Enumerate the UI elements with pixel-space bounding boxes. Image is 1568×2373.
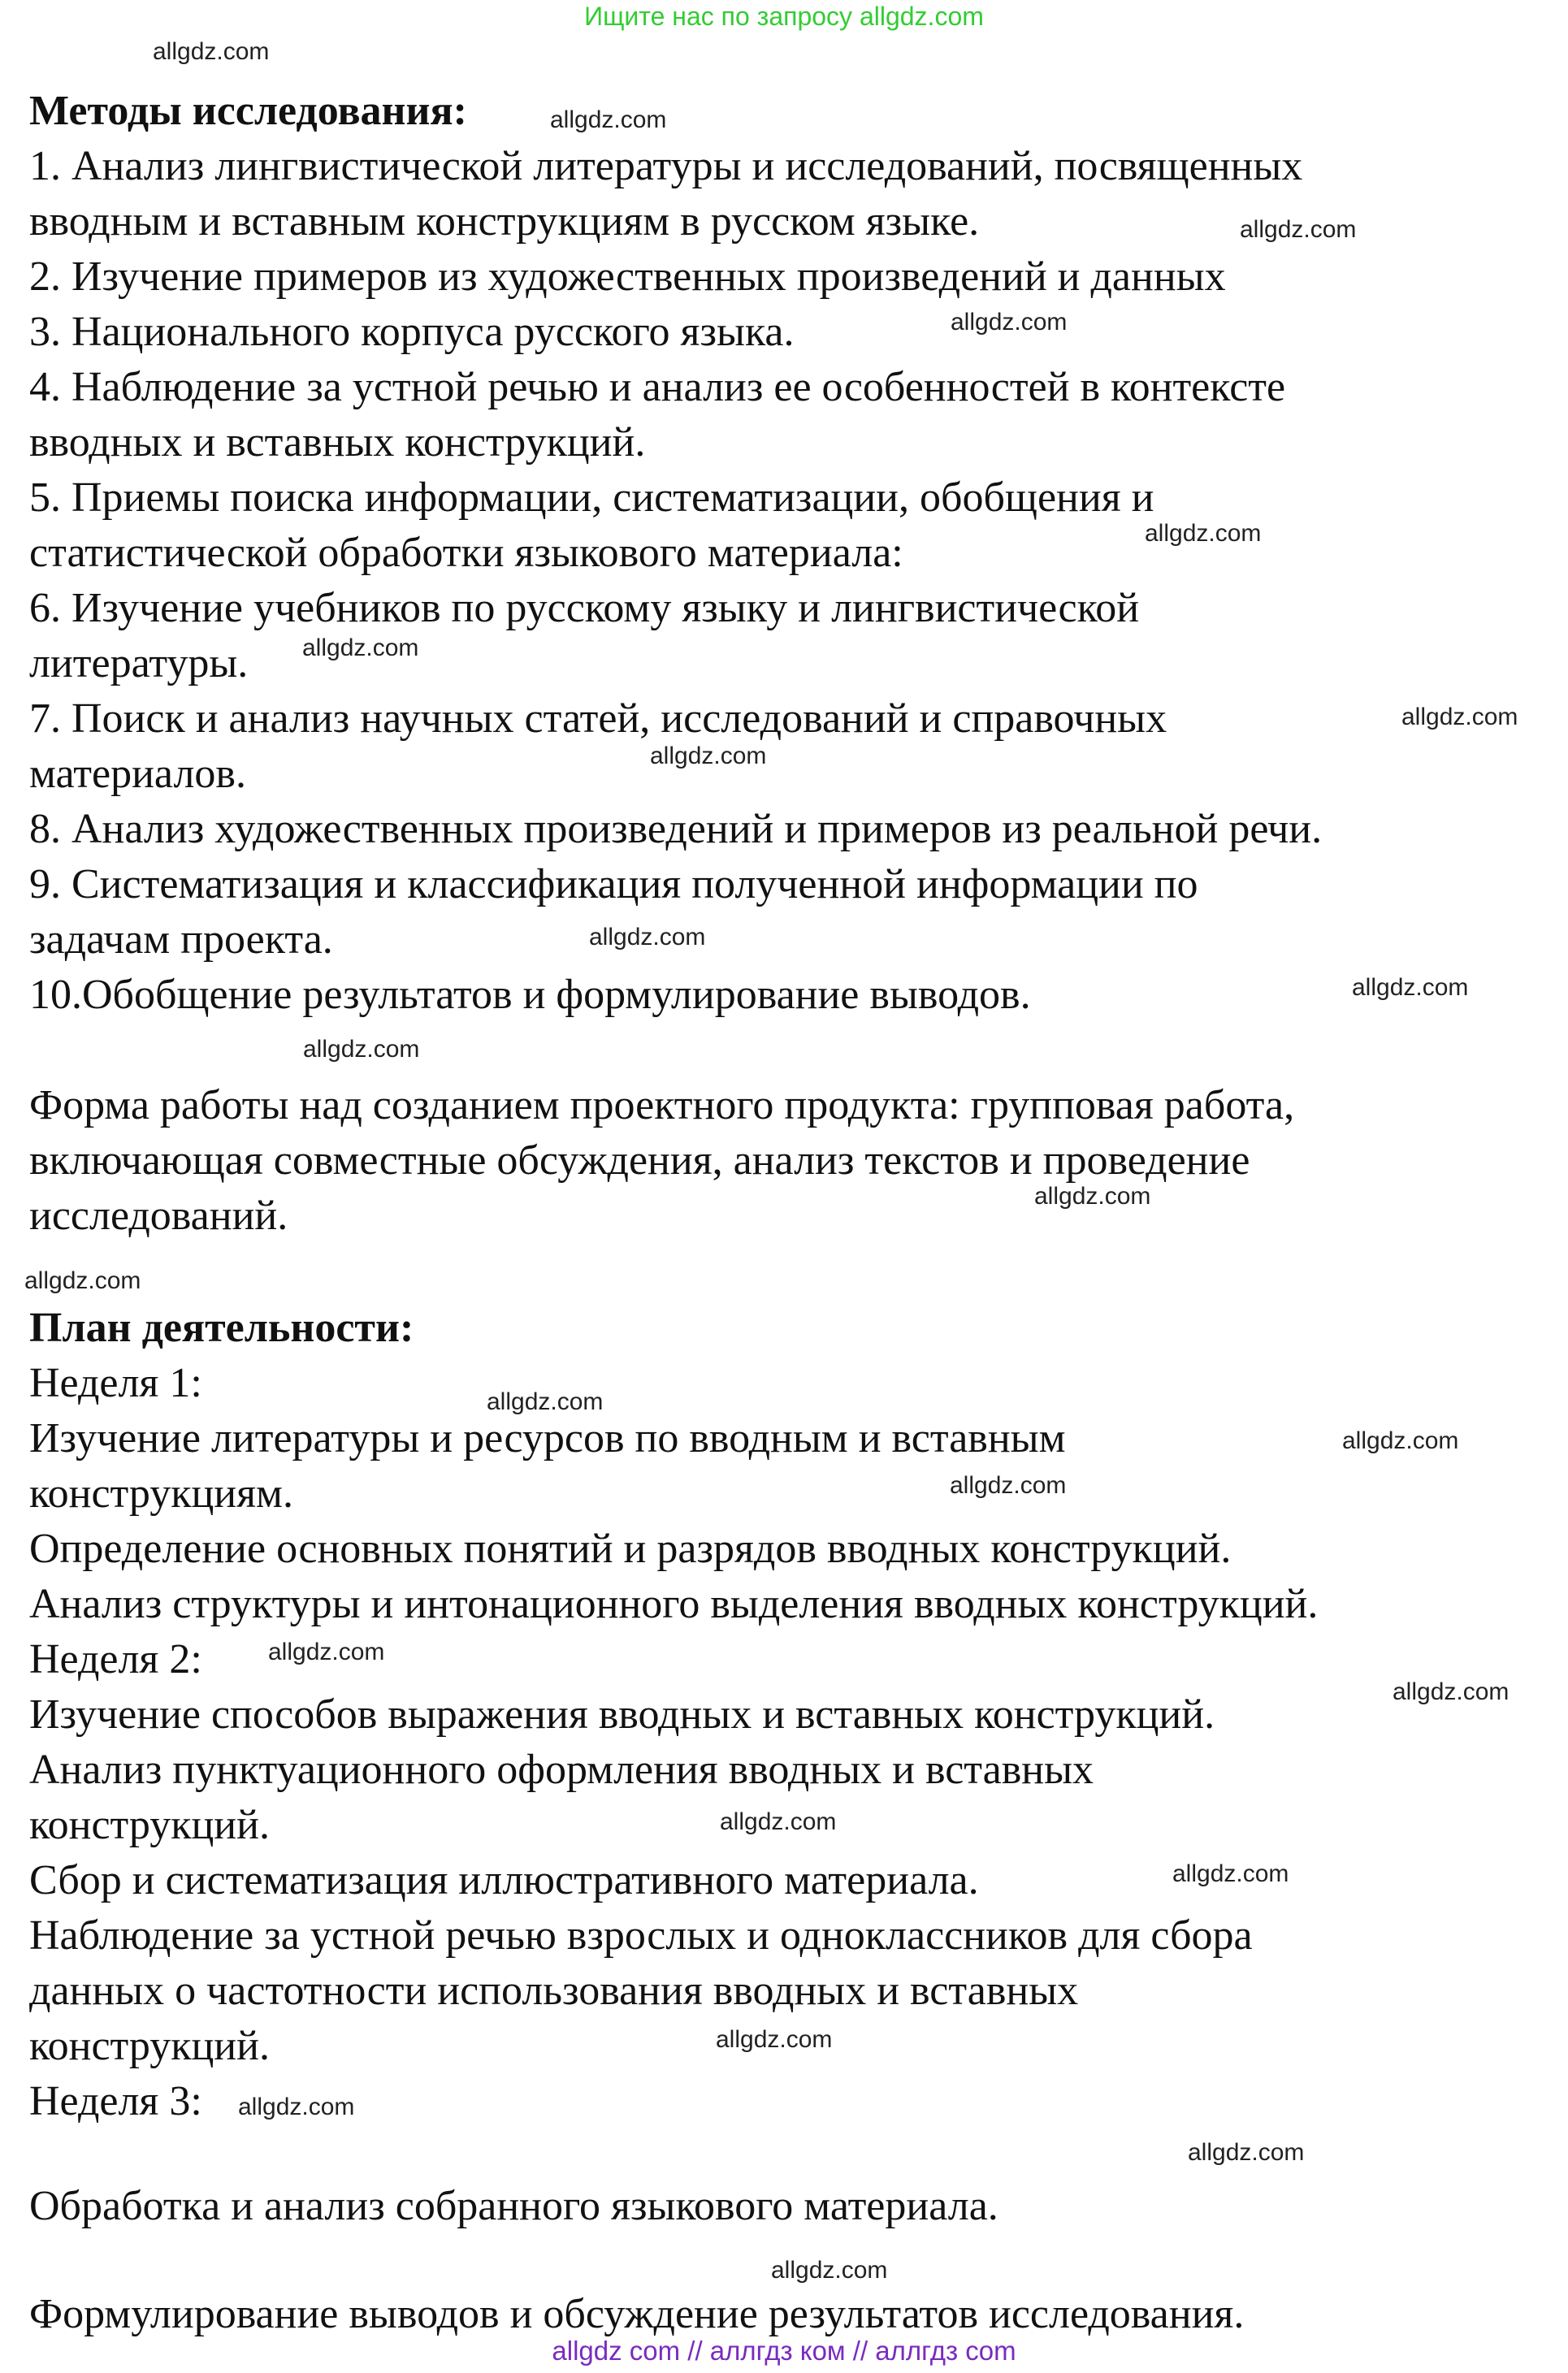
methods-line: статистической обработки языкового материала: (29, 530, 903, 576)
watermark: allgdz.com (1352, 974, 1469, 1001)
watermark: allgdz.com (1188, 2139, 1305, 2166)
watermark: allgdz.com (1034, 1183, 1151, 1210)
methods-line: 4. Наблюдение за устной речью и анализ ее особенностей в контексте (29, 364, 1286, 410)
plan-line: Формулирование выводов и обсуждение результатов исследования. (29, 2291, 1245, 2337)
methods-heading: Методы исследования: (29, 88, 467, 134)
plan-line: Анализ пунктуационного оформления вводных и вставных (29, 1747, 1094, 1793)
watermark: allgdz.com (1342, 1427, 1459, 1454)
methods-line: 9. Систематизация и классификация полученной информации по (29, 861, 1198, 907)
plan-line: Сбор и систематизация иллюстративного материала. (29, 1857, 979, 1903)
watermark: allgdz.com (771, 2257, 888, 2284)
methods-line: 2. Изучение примеров из художественных произведений и данных (29, 253, 1226, 300)
plan-line: Неделя 3: (29, 2078, 202, 2124)
methods-line: задачам проекта. (29, 916, 333, 963)
plan-line: конструкций. (29, 2023, 270, 2069)
watermark: allgdz.com (487, 1388, 604, 1415)
watermark: allgdz.com (720, 1808, 837, 1835)
plan-line: Неделя 1: (29, 1360, 202, 1406)
methods-line: вводным и вставным конструкциям в русском языке. (29, 198, 980, 245)
plan-line: Изучение литературы и ресурсов по вводным и вставным (29, 1415, 1066, 1461)
form-line: включающая совместные обсуждения, анализ текстов и проведение (29, 1137, 1250, 1184)
watermark: allgdz.com (950, 1472, 1067, 1499)
watermark: allgdz.com (1393, 1678, 1510, 1705)
watermark: allgdz.com (1240, 216, 1357, 243)
plan-line: Анализ структуры и интонационного выделения вводных конструкций. (29, 1581, 1319, 1627)
plan-line: Изучение способов выражения вводных и вставных конструкций. (29, 1691, 1215, 1738)
watermark: allgdz.com (302, 634, 419, 661)
methods-line: 3. Национального корпуса русского языка. (29, 309, 795, 355)
watermark: allgdz.com (650, 743, 767, 769)
watermark: allgdz.com (951, 309, 1068, 336)
watermark: allgdz.com (589, 924, 706, 950)
methods-line: литературы. (29, 640, 249, 686)
watermark: allgdz.com (1145, 520, 1262, 547)
methods-line: материалов. (29, 751, 246, 797)
plan-heading: План деятельности: (29, 1305, 414, 1351)
plan-line: конструкций. (29, 1802, 270, 1848)
watermark: allgdz.com (716, 2026, 833, 2053)
watermark: allgdz.com (303, 1036, 420, 1063)
watermark: allgdz.com (238, 2094, 355, 2120)
bottom-watermark-banner: allgdz com // аллгдз ком // аллгдз com (552, 2336, 1016, 2366)
plan-line: Наблюдение за устной речью взрослых и одноклассников для сбора (29, 1912, 1253, 1959)
form-line: исследований. (29, 1193, 288, 1239)
plan-line: Обработка и анализ собранного языкового материала. (29, 2183, 998, 2229)
watermark: allgdz.com (153, 38, 270, 65)
methods-line: вводных и вставных конструкций. (29, 419, 646, 466)
watermark: allgdz.com (24, 1267, 141, 1294)
methods-line: 8. Анализ художественных произведений и примеров из реальной речи. (29, 806, 1323, 852)
top-search-banner: Ищите нас по запросу allgdz.com (584, 2, 984, 31)
watermark: allgdz.com (1172, 1860, 1289, 1887)
form-line: Форма работы над созданием проектного продукта: групповая работа, (29, 1082, 1295, 1128)
plan-line: конструкциям. (29, 1470, 293, 1517)
methods-line: 5. Приемы поиска информации, систематизации, обобщения и (29, 474, 1154, 521)
plan-line: данных о частотности использования вводных и вставных (29, 1968, 1079, 2014)
watermark: allgdz.com (550, 106, 667, 133)
watermark: allgdz.com (268, 1639, 385, 1665)
methods-line: 6. Изучение учебников по русскому языку и лингвистической (29, 585, 1140, 631)
plan-line: Неделя 2: (29, 1636, 202, 1682)
methods-line: 10.Обобщение результатов и формулирование выводов. (29, 972, 1031, 1018)
methods-line: 1. Анализ лингвистической литературы и исследований, посвященных (29, 143, 1303, 189)
plan-line: Определение основных понятий и разрядов вводных конструкций. (29, 1526, 1232, 1572)
watermark: allgdz.com (1401, 704, 1518, 730)
methods-line: 7. Поиск и анализ научных статей, исследований и справочных (29, 695, 1167, 742)
